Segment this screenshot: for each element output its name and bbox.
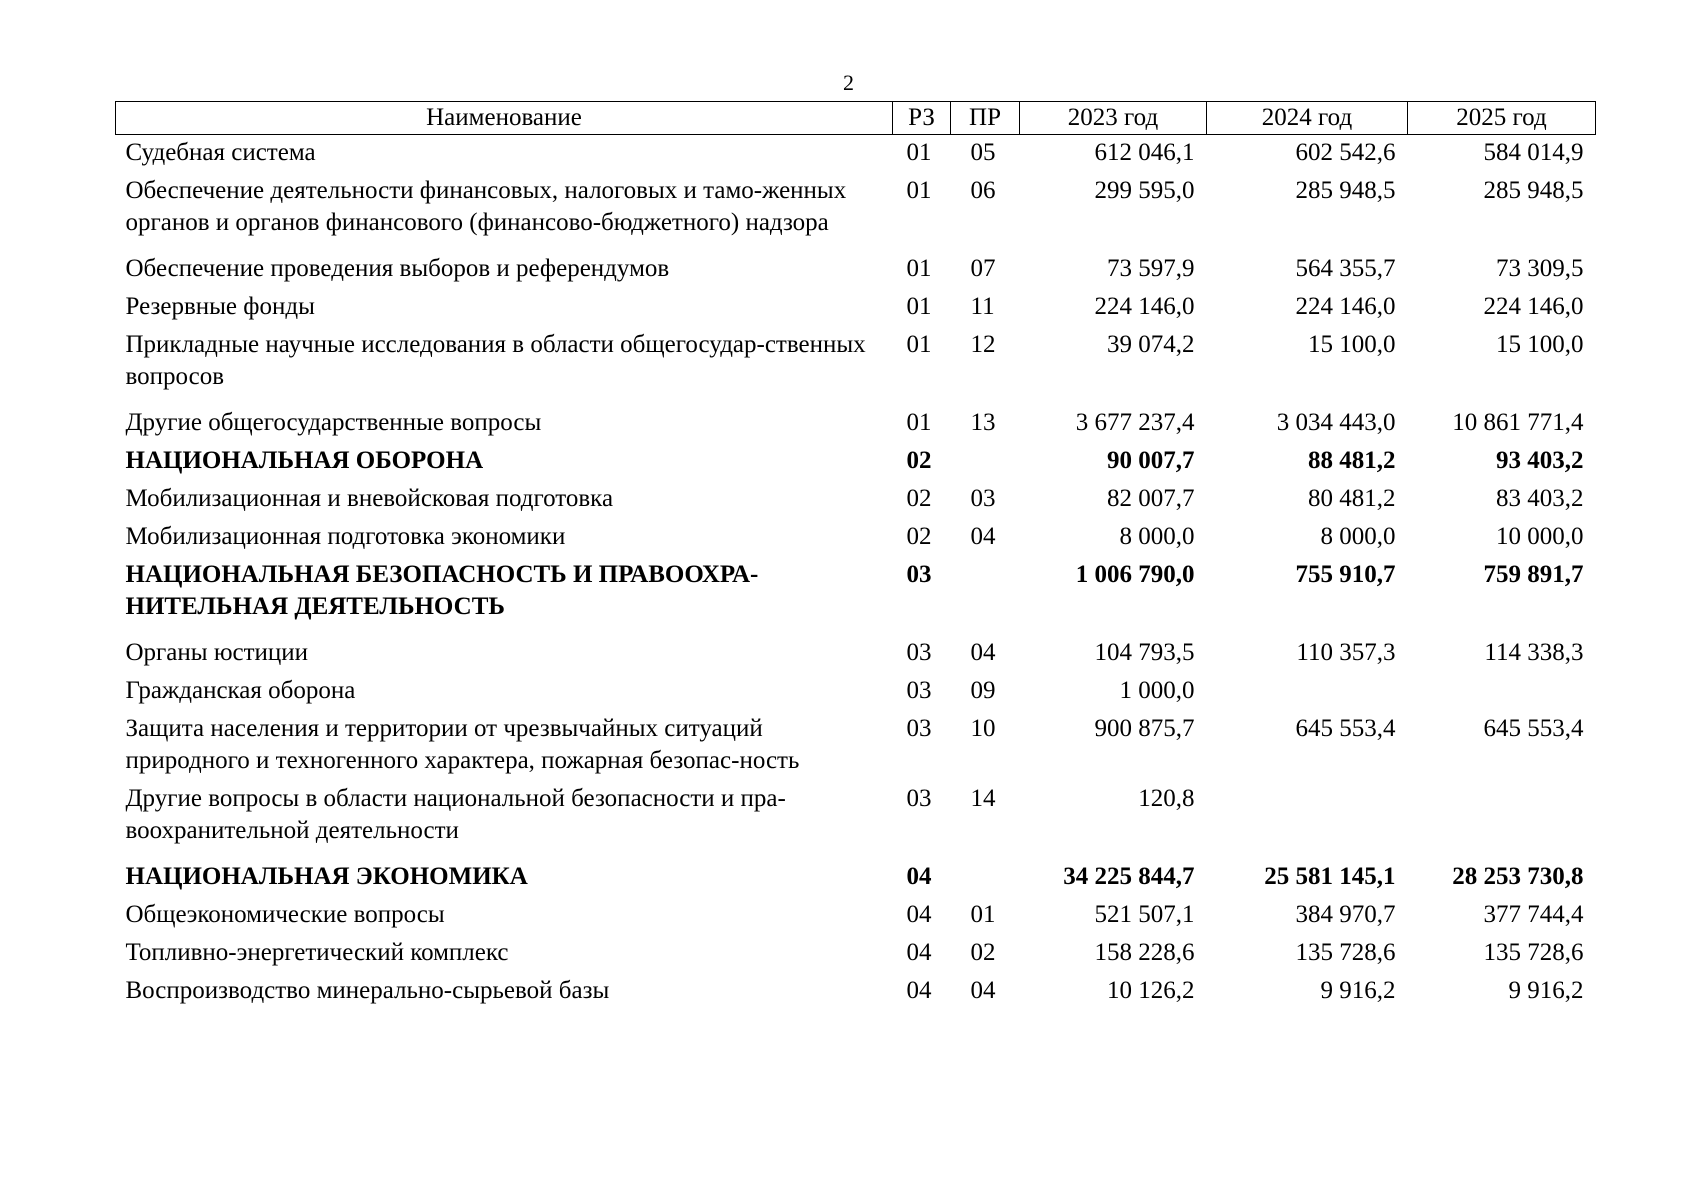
- row-2024: [1207, 781, 1408, 859]
- row-pr: 03: [970, 485, 996, 512]
- header-pr: ПР: [951, 102, 1020, 135]
- row-name: Резервные фонды: [125, 293, 315, 320]
- row-2025: 224 146,0: [1483, 293, 1584, 320]
- table-row: [116, 897, 1596, 935]
- row-2025: 285 948,5: [1483, 177, 1584, 204]
- row-2024: 110 357,3: [1296, 639, 1396, 666]
- row-2025: 83 403,2: [1496, 485, 1584, 512]
- row-2023: 82 007,7: [1107, 485, 1195, 512]
- table-row: [116, 289, 1596, 327]
- row-2024: 88 481,2: [1308, 447, 1396, 474]
- row-2024: 602 542,6: [1295, 139, 1396, 166]
- row-rz: 02: [906, 523, 932, 550]
- row-2023: 224 146,0: [1094, 293, 1195, 320]
- row-pr: 06: [970, 177, 996, 204]
- table-row: [116, 481, 1596, 519]
- row-pr: 12: [970, 331, 996, 358]
- row-2024: 564 355,7: [1295, 255, 1396, 282]
- row-name: Общеэкономические вопросы: [125, 901, 445, 928]
- row-pr: 02: [970, 939, 996, 966]
- row-2024: 3 034 443,0: [1276, 409, 1396, 436]
- row-rz: 03: [906, 785, 932, 812]
- row-2023: 3 677 237,4: [1075, 409, 1195, 436]
- row-name: Гражданская оборона: [125, 677, 356, 704]
- table-row: [116, 405, 1596, 443]
- header-name: Наименование: [116, 102, 893, 135]
- row-name: Другие общегосударственные вопросы: [125, 409, 542, 436]
- row-name: Прикладные научные исследования в области общегосудар-ственных вопросов: [125, 331, 866, 390]
- row-2023: 8 000,0: [1119, 523, 1195, 550]
- table-row: [116, 327, 1596, 405]
- row-2024: [1207, 673, 1408, 711]
- section-name: НАЦИОНАЛЬНАЯ ОБОРОНА: [125, 447, 484, 474]
- row-2025: 135 728,6: [1483, 939, 1584, 966]
- row-pr: [951, 443, 1020, 481]
- row-rz: 04: [906, 977, 932, 1004]
- row-2023: 10 126,2: [1107, 977, 1195, 1004]
- row-name: Мобилизационная и вневойсковая подготовка: [125, 485, 614, 512]
- row-pr: 04: [970, 639, 996, 666]
- page-number: 2: [843, 70, 854, 95]
- row-2023: 612 046,1: [1094, 139, 1195, 166]
- header-rz: РЗ: [893, 102, 951, 135]
- table-row: [116, 135, 1596, 174]
- row-rz: 03: [906, 715, 932, 742]
- row-pr: 07: [970, 255, 996, 282]
- row-name: Защита населения и территории от чрезвычайных ситуаций природного и техногенного характера, пожарная безопас-ность: [125, 715, 800, 774]
- row-2025: [1408, 673, 1596, 711]
- row-2023: 34 225 844,7: [1063, 863, 1195, 890]
- row-2025: 584 014,9: [1483, 139, 1584, 166]
- row-2024: 135 728,6: [1295, 939, 1396, 966]
- row-rz: 03: [906, 561, 932, 588]
- row-rz: 01: [906, 409, 932, 436]
- row-name: Судебная система: [125, 139, 316, 166]
- row-2023: 104 793,5: [1094, 639, 1195, 666]
- table-row: [116, 781, 1596, 859]
- row-name: Топливно-энергетический комплекс: [125, 939, 509, 966]
- header-2025: 2025 год: [1408, 102, 1596, 135]
- row-2025: 93 403,2: [1496, 447, 1584, 474]
- row-2024: 15 100,0: [1308, 331, 1396, 358]
- row-2025: 377 744,4: [1483, 901, 1584, 928]
- row-pr: 01: [970, 901, 996, 928]
- row-2024: 8 000,0: [1320, 523, 1396, 550]
- row-rz: 04: [906, 863, 932, 890]
- row-pr: 09: [970, 677, 996, 704]
- row-name: Обеспечение деятельности финансовых, налоговых и тамо-женных органов и органов финансового (финансово-бюджетного) надзора: [125, 177, 847, 236]
- row-rz: 01: [906, 255, 932, 282]
- table-row: [116, 251, 1596, 289]
- row-2025: 114 338,3: [1484, 639, 1584, 666]
- row-pr: 14: [970, 785, 996, 812]
- row-pr: 11: [970, 293, 995, 320]
- row-2025: 10 861 771,4: [1452, 409, 1584, 436]
- row-2023: 39 074,2: [1107, 331, 1195, 358]
- row-pr: 13: [970, 409, 996, 436]
- row-2024: 224 146,0: [1295, 293, 1396, 320]
- section-name: НАЦИОНАЛЬНАЯ БЕЗОПАСНОСТЬ И ПРАВООХРА-НИТЕЛЬНАЯ ДЕЯТЕЛЬНОСТЬ: [125, 561, 759, 620]
- row-rz: 04: [906, 939, 932, 966]
- row-pr: 05: [970, 139, 996, 166]
- row-rz: 01: [906, 293, 932, 320]
- row-2025: 15 100,0: [1496, 331, 1584, 358]
- row-2025: 9 916,2: [1508, 977, 1584, 1004]
- row-name: Мобилизационная подготовка экономики: [125, 523, 566, 550]
- row-2025: 28 253 730,8: [1452, 863, 1584, 890]
- row-rz: 01: [906, 331, 932, 358]
- row-2025: 759 891,7: [1483, 561, 1584, 588]
- row-rz: 02: [906, 447, 932, 474]
- row-rz: 02: [906, 485, 932, 512]
- row-2024: 9 916,2: [1320, 977, 1396, 1004]
- row-2023: 521 507,1: [1094, 901, 1195, 928]
- header-2024: 2024 год: [1207, 102, 1408, 135]
- row-2025: 645 553,4: [1483, 715, 1584, 742]
- table-row: [116, 711, 1596, 781]
- row-pr: 04: [970, 977, 996, 1004]
- row-pr: 04: [970, 523, 996, 550]
- row-rz: 04: [906, 901, 932, 928]
- row-pr: 10: [970, 715, 996, 742]
- row-rz: 03: [906, 639, 932, 666]
- row-2023: 299 595,0: [1094, 177, 1195, 204]
- row-2023: 1 000,0: [1119, 677, 1195, 704]
- row-2024: 384 970,7: [1295, 901, 1396, 928]
- row-2023: 120,8: [1138, 785, 1195, 812]
- table-row: [116, 635, 1596, 673]
- row-2024: 645 553,4: [1295, 715, 1396, 742]
- row-pr: [951, 557, 1020, 635]
- table-header-row: [116, 102, 1596, 135]
- row-name: Воспроизводство минерально-сырьевой базы: [125, 977, 610, 1004]
- table-row: [116, 673, 1596, 711]
- row-2025: 73 309,5: [1496, 255, 1584, 282]
- row-2023: 73 597,9: [1107, 255, 1195, 282]
- table-row: [116, 973, 1596, 1011]
- row-name: Органы юстиции: [125, 639, 309, 666]
- row-2024: 80 481,2: [1308, 485, 1396, 512]
- table-row: [116, 519, 1596, 557]
- row-2024: 25 581 145,1: [1264, 863, 1396, 890]
- row-2023: 158 228,6: [1094, 939, 1195, 966]
- section-name: НАЦИОНАЛЬНАЯ ЭКОНОМИКА: [125, 863, 528, 890]
- row-rz: 01: [906, 177, 932, 204]
- row-rz: 03: [906, 677, 932, 704]
- row-name: Обеспечение проведения выборов и референдумов: [125, 255, 670, 282]
- section-row: [116, 557, 1596, 635]
- row-rz: 01: [906, 139, 932, 166]
- row-pr: [951, 859, 1020, 897]
- table-row: [116, 935, 1596, 973]
- row-2024: 755 910,7: [1295, 561, 1396, 588]
- row-2023: 1 006 790,0: [1075, 561, 1195, 588]
- row-2024: 285 948,5: [1295, 177, 1396, 204]
- row-2023: 90 007,7: [1107, 447, 1195, 474]
- row-2025: 10 000,0: [1496, 523, 1584, 550]
- section-row: [116, 859, 1596, 897]
- row-2025: [1408, 781, 1596, 859]
- table-row: [116, 173, 1596, 251]
- section-row: [116, 443, 1596, 481]
- row-name: Другие вопросы в области национальной безопасности и пра-воохранительной деятельности: [125, 785, 786, 844]
- header-2023: 2023 год: [1020, 102, 1207, 135]
- budget-table: [115, 101, 1596, 1011]
- row-2023: 900 875,7: [1094, 715, 1195, 742]
